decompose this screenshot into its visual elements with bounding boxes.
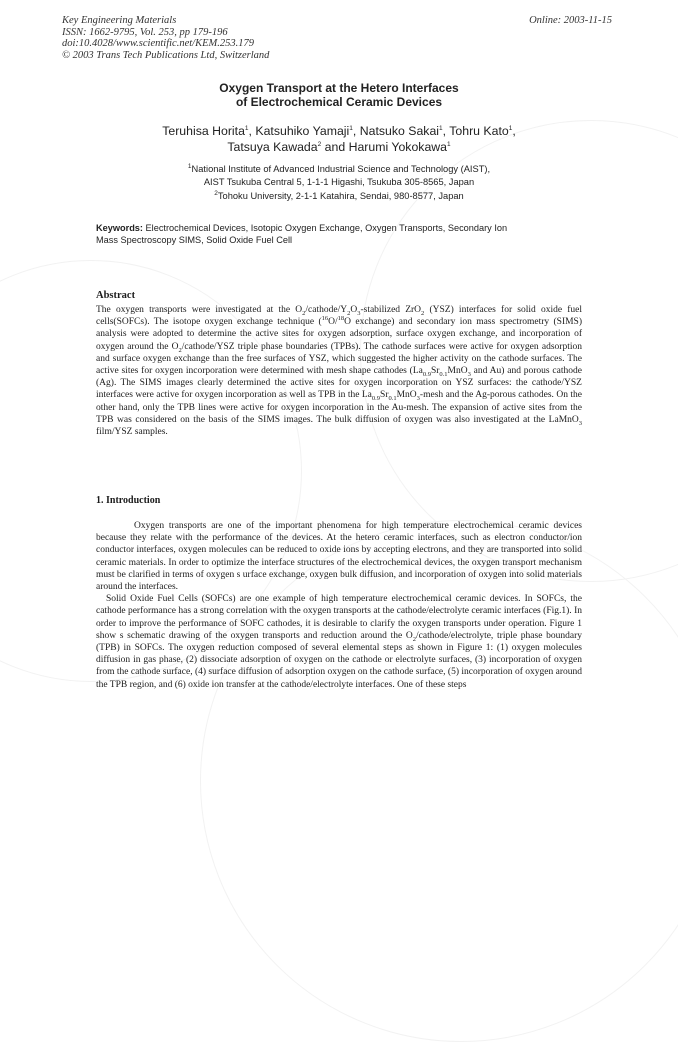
journal-header: [62, 15, 269, 61]
introduction-heading: 1. Introduction: [96, 495, 161, 506]
author-separator: ,: [512, 124, 516, 138]
intro-paragraph-2: Solid Oxide Fuel Cells (SOFCs) are one example of high temperature electrochemical ceramic devices. In SOFCs, the cathode performance has a strong correlation with the oxygen transports at the cathode/electrolyte ceramic interfaces (Fig.1). In order to improve the performance of SOFC cathodes, it is desirable to clarify the oxygen transports under operation. Figure 1 show s schematic drawing of the oxygen transports and reduction around the $O_2/cathode$/electrolyte, triple phase boundary (TPB) in SOFCs. The oxygen reduction composed of several elemental steps as shown in Figure 1: (1) oxygen molecules diffusion in gas phase, (2) dissociate adsorption of oxygen on the cathode or electrolyte surfaces, (3) incorporation of oxygen from the cathode surface, (4) surface diffusion of adsorption oxygen on the cathode surface, (5) incorporation of oxygen around the TPB region, and (6) oxide ion transfer at the cathode/electrolyte interfaces. One of these steps: [96, 594, 582, 690]
author-list: [0, 123, 678, 155]
affil-marker: 1: [447, 140, 451, 148]
paper-title: [0, 81, 678, 109]
affiliations: [0, 163, 678, 203]
keywords: [96, 222, 516, 246]
keywords-label: Keywords:: [96, 223, 143, 233]
title-line-1: Oxygen Transport at the Hetero Interfaces: [219, 81, 459, 95]
affiliation-1-line-2: AIST Tsukuba Central 5, 1-1-1 Higashi, Tsukuba 305-8565, Japan: [203, 176, 475, 187]
abstract-heading: Abstract: [96, 290, 136, 301]
affil-marker: 1: [187, 162, 192, 170]
author-name: , Tohru Kato: [442, 124, 509, 138]
author-name: , Natsuko Sakai: [352, 124, 440, 138]
affil-marker: 1: [349, 124, 353, 132]
author-name: and Harumi Yokokawa: [321, 140, 447, 154]
affil-marker: 1: [244, 124, 249, 132]
abstract-text: The oxygen transports were investigated at the $O_2/cathode/Y_2O_3$-stabilized ZrO$_2$ (YSZ) interfaces for solid oxide fuel cells(SOFCs). The isotope oxygen exchange technique ($^{16}$O/$^{18}$O exchange) and secondary ion mass spectrometry (SIMS) analysis were adopted to determine the active sites for oxygen adsorption, surface oxygen exchange, and incorporation of oxygen around the $O_2/cathode$/YSZ triple phase boundaries (TPBs). The cathode surfaces were active for oxygen adsorption and surface oxygen exchange than the free surfaces of YSZ, which suggested the higher activity on the cathode surfaces. The active sites for oxygen incorporation were determined with mesh shape cathodes ($La_{0.9}Sr_{0.1}MnO_3$ and Au) and porous cathode (Ag). The SIMS images clearly determined the active sites for oxygen incorporation on YSZ surfaces: the cathode/YSZ interfaces were active for oxygen incorporation as well as TPB in the $La_{0.9}Sr_{0.1}MnO_3$-mesh and the Ag-porous cathodes. On the other hand, only the TPB lines were active for oxygen incorporation in the Au-mesh. The expansion of active sites from the TPB was considered on the basis of the SIMS images. The bulk diffusion of oxygen was also investigated at the LaMnO$_3$ film/YSZ samples.: [96, 305, 582, 438]
affiliation-1-line-1: National Institute of Advanced Industrial Science and Technology (AIST),: [191, 164, 491, 174]
keywords-text: Electrochemical Devices, Isotopic Oxygen Exchange, Oxygen Transports, Secondary Ion Mass Spectroscopy SIMS, Solid Oxide Fuel Cell: [96, 223, 508, 245]
copyright-line: © 2003 Trans Tech Publications Ltd, Switzerland: [62, 49, 270, 61]
introduction-text: [96, 520, 582, 691]
affil-marker: 1: [508, 124, 513, 132]
intro-paragraph-1: Oxygen transports are one of the important phenomena for high temperature electrochemical ceramic devices because they relate with the performance of the devices. At the hetero ceramic interfaces, such as electron conductor/ion conductor interfaces, oxygen molecules can be reduced to oxide ions by accepting electrons, and they are transported into solid ceramic materials. In order to optimize the interface structures of the electrochemical devices, the oxygen transport mechanism must be clarified in terms of oxygen s urface exchange, oxygen bulk diffusion, and incorporation of oxygen into solid materials around the interfaces.: [96, 521, 582, 593]
affil-marker: 1: [439, 124, 443, 132]
journal-name: Key Engineering Materials: [62, 15, 177, 26]
affil-marker: 2: [214, 189, 218, 197]
issn-line: ISSN: 1662-9795, Vol. 253, pp 179-196: [62, 26, 228, 38]
affiliation-2: Tohoku University, 2-1-1 Katahira, Sendai, 980-8577, Japan: [217, 191, 464, 201]
author-name: , Katsuhiko Yamaji: [248, 124, 350, 138]
online-date: Online: 2003-11-15: [529, 15, 612, 26]
affil-marker: 2: [317, 140, 322, 148]
title-line-2: of Electrochemical Ceramic Devices: [235, 95, 443, 109]
author-name: Teruhisa Horita: [162, 124, 245, 138]
author-name: Tatsuya Kawada: [227, 140, 318, 154]
doi-line: doi:10.4028/www.scientific.net/KEM.253.179: [62, 38, 254, 49]
